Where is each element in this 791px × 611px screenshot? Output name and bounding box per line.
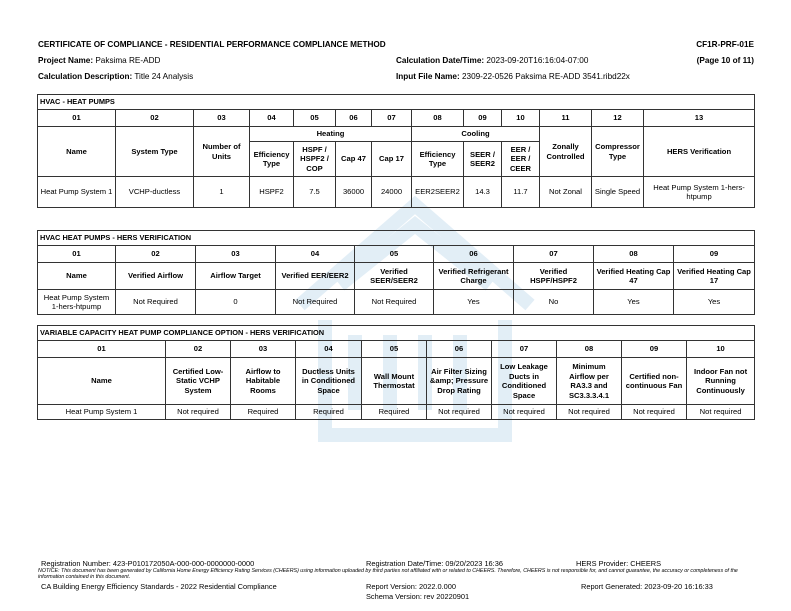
cell: No bbox=[514, 290, 594, 315]
page-number: (Page 10 of 11) bbox=[696, 56, 754, 65]
cell: 11.7 bbox=[502, 177, 540, 208]
col-header: Compressor Type bbox=[592, 127, 644, 177]
cell: Heat Pump System 1-hers-htpump bbox=[38, 290, 116, 315]
col-num: 04 bbox=[250, 110, 294, 127]
col-num: 07 bbox=[372, 110, 412, 127]
table-title: HVAC HEAT PUMPS - HERS VERIFICATION bbox=[38, 231, 755, 246]
calc-desc-label: Calculation Description: bbox=[38, 72, 133, 81]
col-num: 01 bbox=[38, 246, 116, 263]
notice-text: NOTICE: This document has been generated by California Home Energy Efficiency Rating Services (CHEERS) using information uploaded by third parties not affiliated with or related to CHEERS. Therefore, CHEERS is not responsible for, and cannot guarantee, the accuracy or completeness of the information contained in this document. bbox=[38, 568, 738, 580]
col-header: Name bbox=[38, 263, 116, 290]
col-num: 06 bbox=[427, 341, 492, 358]
cell: Required bbox=[231, 405, 296, 420]
group-header-cooling: Cooling bbox=[412, 127, 540, 142]
cell: Not required bbox=[622, 405, 687, 420]
cell: EER2SEER2 bbox=[412, 177, 464, 208]
col-header: Verified Airflow bbox=[116, 263, 196, 290]
registration-date: Registration Date/Time: 09/20/2023 16:36 bbox=[366, 559, 503, 568]
col-header: Ductless Units in Conditioned Space bbox=[296, 358, 362, 405]
col-num: 10 bbox=[687, 341, 755, 358]
col-num: 12 bbox=[592, 110, 644, 127]
col-num: 04 bbox=[276, 246, 355, 263]
cell: 36000 bbox=[336, 177, 372, 208]
project-name-label: Project Name: bbox=[38, 56, 94, 65]
cell: Not required bbox=[427, 405, 492, 420]
col-num: 05 bbox=[355, 246, 434, 263]
col-header: Indoor Fan not Running Continuously bbox=[687, 358, 755, 405]
cell: 14.3 bbox=[464, 177, 502, 208]
col-header: Zonally Controlled bbox=[540, 127, 592, 177]
col-header: Efficiency Type bbox=[250, 142, 294, 177]
report-generated: Report Generated: 2023-09-20 16:16:33 bbox=[581, 582, 713, 591]
col-num: 02 bbox=[116, 110, 194, 127]
col-header: SEER / SEER2 bbox=[464, 142, 502, 177]
col-header: Cap 47 bbox=[336, 142, 372, 177]
col-num: 08 bbox=[557, 341, 622, 358]
calc-date-label: Calculation Date/Time: bbox=[396, 56, 485, 65]
cell: Required bbox=[362, 405, 427, 420]
col-num: 07 bbox=[492, 341, 557, 358]
cell: Yes bbox=[434, 290, 514, 315]
cell: 1 bbox=[194, 177, 250, 208]
cell: VCHP-ductless bbox=[116, 177, 194, 208]
cell: 0 bbox=[196, 290, 276, 315]
col-header: Name bbox=[38, 127, 116, 177]
cell: Not required bbox=[557, 405, 622, 420]
cell: Not required bbox=[687, 405, 755, 420]
col-header: System Type bbox=[116, 127, 194, 177]
certificate-title: CERTIFICATE OF COMPLIANCE - RESIDENTIAL PERFORMANCE COMPLIANCE METHOD bbox=[38, 40, 386, 49]
hvac-heat-pumps-table bbox=[37, 94, 755, 208]
col-num: 08 bbox=[412, 110, 464, 127]
col-num: 06 bbox=[434, 246, 514, 263]
col-num: 09 bbox=[674, 246, 755, 263]
col-header: Efficiency Type bbox=[412, 142, 464, 177]
cell: Not required bbox=[166, 405, 231, 420]
col-num: 03 bbox=[231, 341, 296, 358]
project-name: Paksima RE-ADD bbox=[95, 56, 161, 65]
col-header: Verified HSPF/HSPF2 bbox=[514, 263, 594, 290]
table-row bbox=[38, 405, 755, 420]
cell: Heat Pump System 1 bbox=[38, 405, 166, 420]
document-header bbox=[38, 37, 754, 85]
cell: Not Required bbox=[355, 290, 434, 315]
col-header: Verified Heating Cap 17 bbox=[674, 263, 755, 290]
cell: Not Zonal bbox=[540, 177, 592, 208]
col-header: HERS Verification bbox=[644, 127, 755, 177]
col-header: Minimum Airflow per RA3.3 and SC3.3.3.4.1 bbox=[557, 358, 622, 405]
col-num: 02 bbox=[166, 341, 231, 358]
col-header: EER / EER / CEER bbox=[502, 142, 540, 177]
cell: Yes bbox=[594, 290, 674, 315]
cell: HSPF2 bbox=[250, 177, 294, 208]
standards-text: CA Building Energy Efficiency Standards - 2022 Residential Compliance bbox=[41, 582, 277, 591]
cell: Single Speed bbox=[592, 177, 644, 208]
col-header: Verified Heating Cap 47 bbox=[594, 263, 674, 290]
col-header: Low Leakage Ducts in Conditioned Space bbox=[492, 358, 557, 405]
hers-verification-table bbox=[37, 230, 755, 315]
input-file-label: Input File Name: bbox=[396, 72, 460, 81]
hers-provider: HERS Provider: CHEERS bbox=[576, 559, 662, 568]
table-title: HVAC - HEAT PUMPS bbox=[38, 95, 755, 110]
col-num: 08 bbox=[594, 246, 674, 263]
cell: 7.5 bbox=[294, 177, 336, 208]
calc-date: 2023-09-20T16:16:04-07:00 bbox=[486, 56, 589, 65]
col-num: 04 bbox=[296, 341, 362, 358]
col-num: 03 bbox=[196, 246, 276, 263]
col-header: HSPF / HSPF2 / COP bbox=[294, 142, 336, 177]
form-id: CF1R-PRF-01E bbox=[696, 40, 754, 49]
col-num: 09 bbox=[622, 341, 687, 358]
calc-desc: Title 24 Analysis bbox=[134, 72, 194, 81]
cell: Heat Pump System 1 bbox=[38, 177, 116, 208]
col-header: Verified SEER/SEER2 bbox=[355, 263, 434, 290]
col-num: 02 bbox=[116, 246, 196, 263]
col-header: Verified Refrigerant Charge bbox=[434, 263, 514, 290]
col-header: Verified EER/EER2 bbox=[276, 263, 355, 290]
col-num: 13 bbox=[644, 110, 755, 127]
col-header: Number of Units bbox=[194, 127, 250, 177]
col-num: 03 bbox=[194, 110, 250, 127]
col-header: Certified Low-Static VCHP System bbox=[166, 358, 231, 405]
col-num: 07 bbox=[514, 246, 594, 263]
registration-number: Registration Number: 423-P010172050A-000-000-0000000-0000 bbox=[41, 559, 255, 568]
schema-version: Schema Version: rev 20220901 bbox=[366, 592, 470, 601]
col-num: 01 bbox=[38, 341, 166, 358]
cell: 24000 bbox=[372, 177, 412, 208]
cell: Not Required bbox=[116, 290, 196, 315]
col-header: Airflow to Habitable Rooms bbox=[231, 358, 296, 405]
cell: Not required bbox=[492, 405, 557, 420]
col-num: 06 bbox=[336, 110, 372, 127]
vchp-compliance-table bbox=[37, 325, 755, 420]
col-num: 09 bbox=[464, 110, 502, 127]
table-row bbox=[38, 290, 755, 315]
cell: Required bbox=[296, 405, 362, 420]
table-title: VARIABLE CAPACITY HEAT PUMP COMPLIANCE OPTION - HERS VERIFICATION bbox=[38, 326, 755, 341]
col-header: Name bbox=[38, 358, 166, 405]
col-num: 10 bbox=[502, 110, 540, 127]
footer-registration bbox=[38, 559, 754, 568]
cell: Yes bbox=[674, 290, 755, 315]
col-header: Certified non-continuous Fan bbox=[622, 358, 687, 405]
col-num: 01 bbox=[38, 110, 116, 127]
table-row bbox=[38, 177, 755, 208]
col-header: Airflow Target bbox=[196, 263, 276, 290]
group-header-heating: Heating bbox=[250, 127, 412, 142]
cell: Not Required bbox=[276, 290, 355, 315]
col-header: Air Filter Sizing &amp; Pressure Drop Rating bbox=[427, 358, 492, 405]
cell: Heat Pump System 1-hers-htpump bbox=[644, 177, 755, 208]
col-num: 11 bbox=[540, 110, 592, 127]
report-version: Report Version: 2022.0.000 bbox=[366, 582, 456, 591]
input-file: 2309-22-0526 Paksima RE-ADD 3541.ribd22x bbox=[461, 72, 630, 81]
col-num: 05 bbox=[362, 341, 427, 358]
col-num: 05 bbox=[294, 110, 336, 127]
col-header: Cap 17 bbox=[372, 142, 412, 177]
footer-versions bbox=[38, 582, 754, 591]
col-header: Wall Mount Thermostat bbox=[362, 358, 427, 405]
